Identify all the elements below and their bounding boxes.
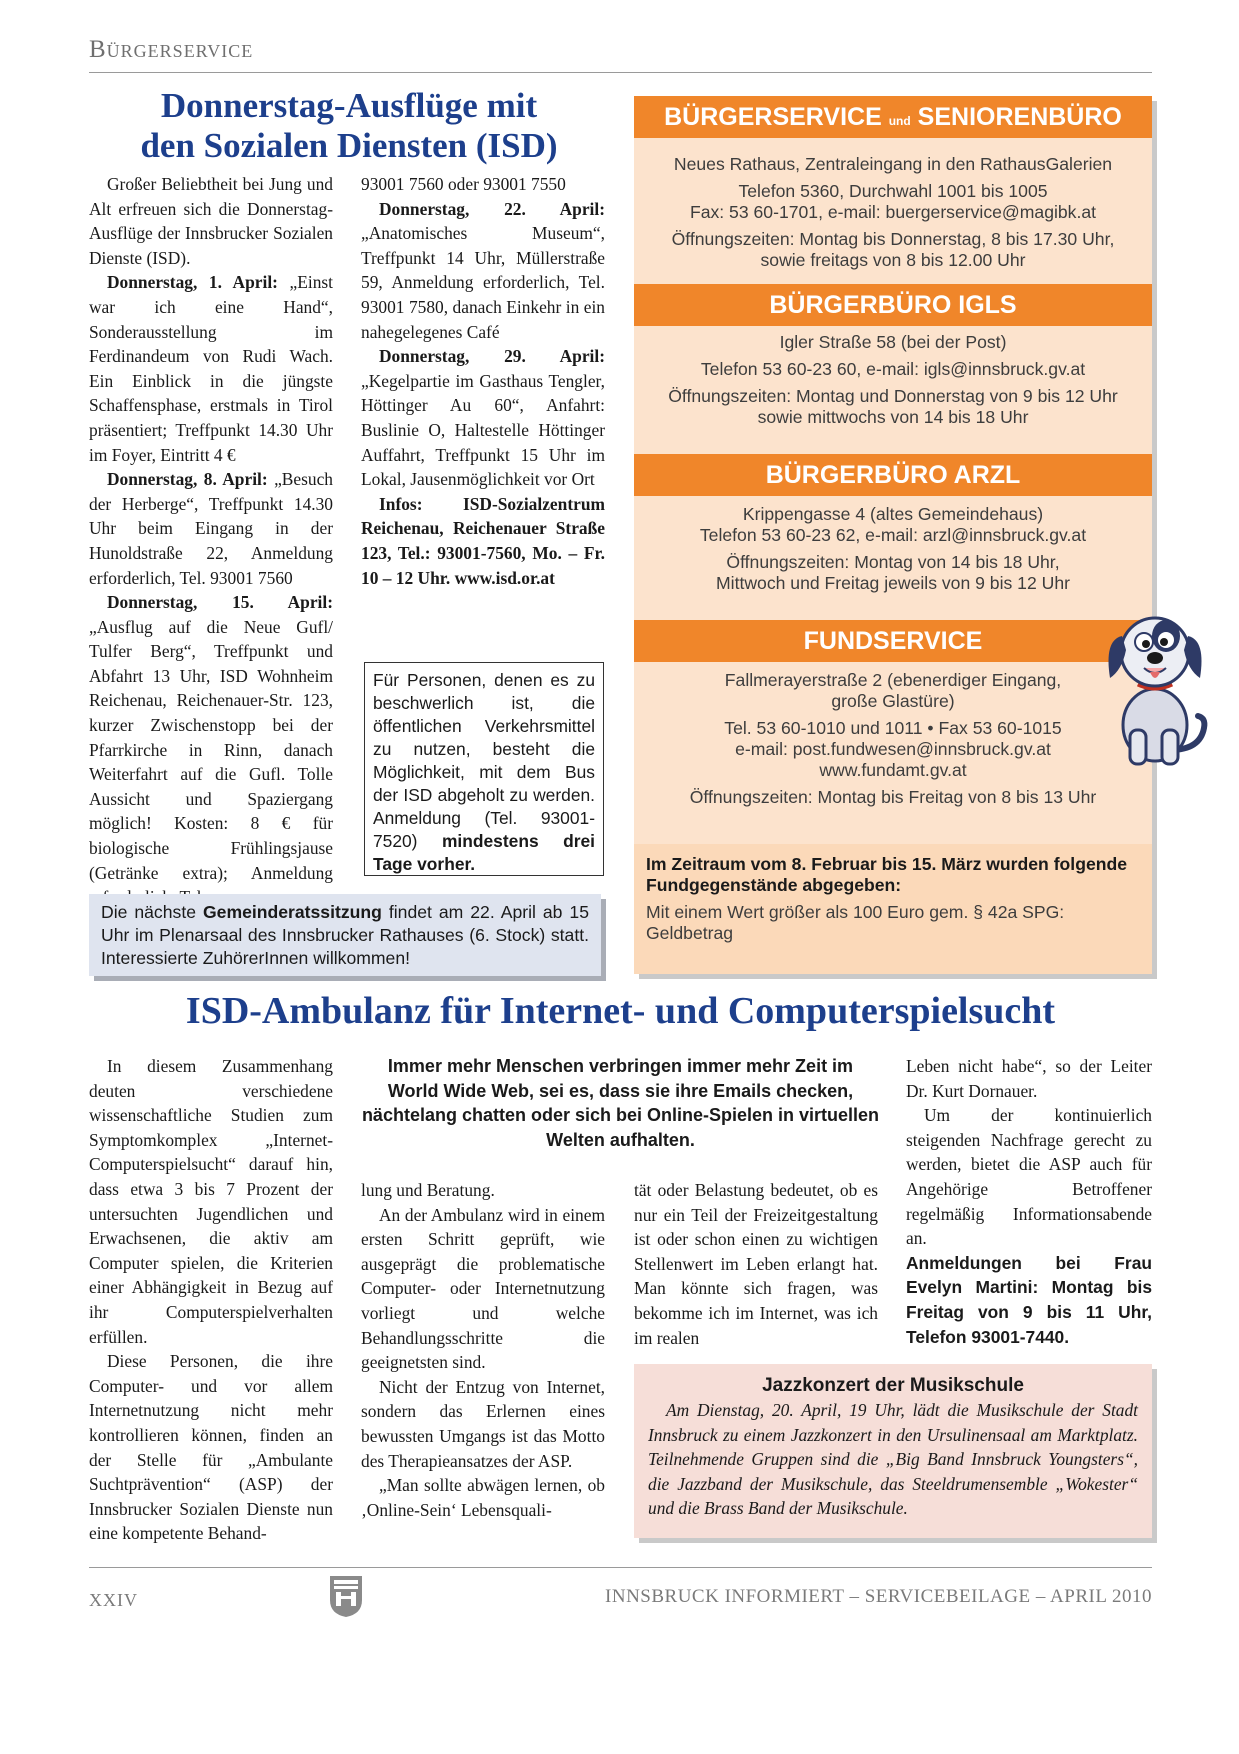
ambulanz-paragraph-5: „Man sollte abwägen lernen, ob ‚Online-Sein‘ Lebensquali-: [361, 1475, 605, 1520]
ambulanz-paragraph-2-end: lung und Beratung.: [361, 1180, 495, 1200]
footer-publication-line: INNSBRUCK INFORMIERT – SERVICEBEILAGE – APRIL 2010: [605, 1586, 1152, 1607]
ambulanz-column-3: [634, 1178, 878, 1350]
arzl-info: Krippengasse 4 (altes Gemeindehaus) Telefon 53 60-23 62, e-mail: arzl@innsbruck.gv.at Öffnungszeiten: Montag von 14 bis 18 Uhr, Mittwoch und Freitag jeweils von 9 bis 12 Uhr: [699, 504, 1087, 593]
ambulanz-column-1: [89, 1054, 333, 1546]
ambulanz-paragraph-5-continued: tät oder Belastung bedeutet, ob es nur ein Teil der Freizeitgestaltung ist oder schon einen zu wichtigen Stellenwert im Leben erlangt hat. Man könnte sich fragen, was bekomme ich im Internet, was ich im realen: [634, 1180, 878, 1348]
header-rule: [89, 72, 1152, 73]
ambulanz-paragraph-1: In diesem Zusammenhang deuten verschiedene wissenschaftliche Studien zum Symptomkomplex „Internet-Computerspielsucht“ darauf hin, dass etwa 3 bis 7 Prozent der untersuchten Jugendlichen und Erwachsenen, die aktiv am Computer spielen, die Kriterien einer Abhängigkeit in Bezug auf ihr Computerspielverhalten erfüllen.: [89, 1056, 333, 1347]
isd-event-4: Donnerstag, 22. April: „Anatomisches Museum“, Treffpunkt 14 Uhr, Müllerstraße 59, Anmeldung erforderlich, Tel. 93001 7580, danach Einkehr in ein nahegelegenes Café: [361, 198, 605, 342]
ambulanz-article-headline: ISD-Ambulanz für Internet- und Computerspielsucht: [185, 990, 1056, 1032]
page-number: XXIV: [89, 1590, 138, 1610]
isd-event-3-continued: 93001 7560 oder 93001 7550: [361, 174, 566, 194]
transport-text: Für Personen, denen es zu beschwerlich ist, die öffentlichen Verkehrsmittel zu nutzen, besteht die Möglichkeit, mit dem Bus der ISD abgeholt zu werden. Anmeldung (Tel. 93001-7520): [373, 670, 595, 851]
igls-info: Igler Straße 58 (bei der Post) Telefon 53 60-23 60, e-mail: igls@innsbruck.gv.at Öffnungszeiten: Montag und Donnerstag von 9 bis 12 Uhr sowie mittwochs von 14 bis 18 Uhr: [668, 332, 1118, 427]
ambulanz-intro: Immer mehr Menschen verbringen immer mehr Zeit im World Wide Web, sei es, dass sie ihre Emails checken, nächtelang chatten oder sich bei Online-Spielen in virtuellen Welten aufhalten.: [361, 1056, 880, 1150]
lost-and-found-items: Mit einem Wert größer als 100 Euro gem. § 42a SPG: Geldbetrag: [646, 902, 1065, 943]
ambulanz-registration: Anmeldungen bei Frau Evelyn Martini: Montag bis Freitag von 9 bis 11 Uhr, Telefon 93001-7440.: [906, 1252, 1152, 1347]
cartoon-dog-icon: [1100, 600, 1210, 770]
footer-rule: [89, 1567, 1152, 1568]
buergerservice-info: Neues Rathaus, Zentraleingang in den RathausGalerien Telefon 5360, Durchwahl 1001 bis 1005 Fax: 53 60-1701, e-mail: buergerservice@magibk.at Öffnungszeiten: Montag bis Donnerstag, 8 bis 17.30 Uhr, sowie freitags von 8 bis 12.00 Uhr: [671, 154, 1115, 270]
isd-headline-line1: Donnerstag-Ausflüge mit: [160, 86, 538, 125]
isd-article-headline: [89, 86, 609, 167]
council-notice-post: findet am 22. April ab 15 Uhr im Plenarsaal des Innsbrucker Rathauses (6. Stock) statt. Interessierte ZuhörerInnen willkommen!: [101, 902, 589, 968]
ambulanz-paragraph-6: Um der kontinuierlich steigenden Nachfrage gerecht zu werden, bietet die ASP auch für Angehörige Betroffener regelmäßig Informationsabende an.: [906, 1105, 1152, 1249]
section-header: Bürgerservice: [89, 36, 254, 63]
isd-event-1: Donnerstag, 1. April: „Einst war ich eine Hand“, Sonderausstellung im Ferdinandeum von Rudi Wach. Ein Einblick in die jüngste Schaffensphase, erstmals in Tirol präsentiert; Treffpunkt 14.30 Uhr im Foyer, Eintritt 4 €: [89, 272, 333, 465]
isd-article-column-2: [361, 172, 605, 590]
jazz-concert-title: Jazzkonzert der Musikschule: [762, 1375, 1024, 1396]
lost-and-found-note: [634, 844, 1152, 974]
isd-event-2: Donnerstag, 8. April: „Besuch der Herberge“, Treffpunkt 14.30 Uhr beim Eingang in der Hunoldstraße 22, Anmeldung erforderlich, Tel. 93001 7560: [89, 469, 333, 588]
isd-event-3: Donnerstag, 15. April: „Ausflug auf die Neue Gufl/ Tulfer Berg“, Treffpunkt und Abfahrt 13 Uhr, ISD Wohnheim Reichenau, Reichenauer-Str. 123, kurzer Zwischenstopp bei der Pfarrkirche in Rinn, danach Weiterfahrt auf die Gufl. Tolle Aussicht und Spaziergang möglich! Kosten: 8 € für biologische Frühlingsjause (Getränke extra); Anmeldung: [89, 592, 333, 883]
isd-article-column-1: [89, 172, 333, 910]
fundservice-title-band: FUNDSERVICE: [634, 620, 1152, 662]
council-notice-pre: Die nächste: [101, 902, 196, 922]
transport-deadline: mindestens drei Tage vorher.: [373, 831, 595, 874]
igls-title-band: BÜRGERBÜRO IGLS: [634, 284, 1152, 326]
isd-headline-line2: den Sozialen Diensten (ISD): [140, 126, 558, 166]
arzl-title-band: BÜRGERBÜRO ARZL: [634, 454, 1152, 496]
ambulanz-paragraph-3: An der Ambulanz wird in einem ersten Schritt geprüft, wie ausgeprägt die problematische Computer- oder Internetnutzung vorliegt und welche Behandlungsschritte die geeignetsten sind.: [361, 1204, 605, 1373]
innsbruck-crest-icon: [328, 1574, 364, 1618]
ambulanz-column-2: [361, 1178, 605, 1522]
isd-event-5: Donnerstag, 29. April: „Kegelpartie im Gasthaus Tengler, Höttinger Au 60“, Anfahrt: Buslinie O, Haltestelle Höttinger Auffahrt, Treffpunkt 15 Uhr im Lokal, Jausenmöglichkeit vor Ort: [361, 346, 605, 490]
isd-infos: Infos: ISD-Sozialzentrum Reichenau, Reichenauer Straße 123, Tel.: 93001-7560, Mo. – Fr. 10 – 12 Uhr. www.isd.or.at: [361, 493, 605, 588]
ambulanz-paragraph-2: Diese Personen, die ihre Computer- und vor allem Internetnutzung nicht mehr kontrollieren können, finden an der Stelle für „Ambulante Suchtprävention“ (ASP) der Innsbrucker Sozialen Dienste nun eine kompetente Behand-: [89, 1351, 333, 1544]
transport-info-box: [364, 662, 604, 876]
jazz-concert-box: [634, 1364, 1152, 1538]
ambulanz-paragraph-4: Nicht der Entzug von Internet, sondern das Erlernen eines bewussten Umgangs ist das Motto des Therapieansatzes der ASP.: [361, 1376, 605, 1471]
jazz-concert-text: Am Dienstag, 20. April, 19 Uhr, lädt die Musikschule der Stadt Innsbruck zu einem Jazzkonzert in den Ursulinensaal am Marktplatz. Teilnehmende Gruppen sind die „Big Band Innsbruck Youngsters“, die Jazzband der Musikschule, das Steeldrumensemble „Wokester“ und die Brass Band der Musikschule.: [648, 1400, 1138, 1519]
ambulanz-column-4: [906, 1054, 1152, 1349]
council-meeting-notice: [89, 894, 601, 976]
service-panel: [634, 96, 1152, 974]
lost-and-found-period: Im Zeitraum vom 8. Februar bis 15. März wurden folgende Fundgegenstände abgegeben:: [646, 854, 1128, 895]
council-notice-bold: Gemeinderatssitzung: [202, 902, 382, 922]
buergerservice-title-band: BÜRGERSERVICE und SENIORENBÜRO: [634, 96, 1152, 138]
ambulanz-quote-end: Leben nicht habe“, so der Leiter Dr. Kurt Dornauer.: [906, 1056, 1152, 1101]
fundservice-info: Fallmerayerstraße 2 (ebenerdiger Eingang, große Glastüre) Tel. 53 60-1010 und 1011 • Fax 53 60-1015 e-mail: post.fundwesen@innsbruck.gv.at www.fundamt.gv.at Öffnungszeiten: Montag bis Freitag von 8 bis 13 Uhr: [689, 670, 1097, 807]
isd-intro: Großer Beliebtheit bei Jung und Alt erfreuen sich die Donnerstag-Ausflüge der Innsbrucker Sozialen Dienste (ISD).: [89, 174, 333, 268]
